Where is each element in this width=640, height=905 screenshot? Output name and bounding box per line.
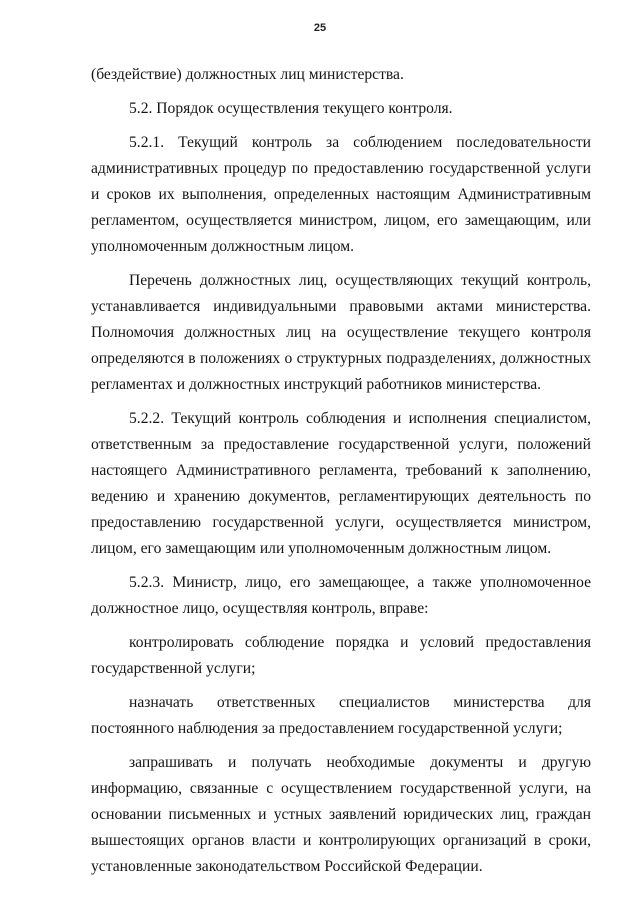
paragraph-officials-list: Перечень должностных лиц, осуществляющих текущий контроль, устанавливается индивидуальными правовыми актами министерства. Полномочия должностных лиц на осуществление текущего контроля определяются в положениях о структурных подразделениях, должностных регламентах и должностных инструкций работников министерства. — [91, 272, 591, 393]
paragraph-right-appoint: назначать ответственных специалистов министерства для постоянного наблюдения за предоставлением государственной услуги; — [91, 694, 591, 737]
paragraph-right-control: контролировать соблюдение порядка и условий предоставления государственной услуги; — [91, 634, 591, 677]
paragraph-section-5-2-1: 5.2.1. Текущий контроль за соблюдением последовательности административных процедур по предоставлению государственной услуги и сроков их выполнения, определенных настоящим Административным регламентом, осуществляется министром, лицом, его замещающим, или уполномоченным должностным лицом. — [91, 134, 591, 255]
paragraph-right-request: запрашивать и получать необходимые документы и другую информацию, связанные с осуществлением государственной услуги, на основании письменных и устных заявлений юридических лиц, граждан вышестоящих органов власти и контролирующих организаций в сроки, установленные законодательством Российской Федерации. — [91, 754, 591, 875]
paragraph-section-5-2-3: 5.2.3. Министр, лицо, его замещающее, а также уполномоченное должностное лицо, осуществляя контроль, вправе: — [91, 574, 591, 617]
paragraph-continuation: (бездействие) должностных лиц министерства. — [91, 66, 404, 83]
page-number: 25 — [313, 22, 327, 34]
paragraph-section-5-2: 5.2. Порядок осуществления текущего контроля. — [129, 100, 453, 117]
document-body — [91, 62, 591, 888]
paragraph-section-5-2-2: 5.2.2. Текущий контроль соблюдения и исполнения специалистом, ответственным за предоставление государственной услуги, положений настоящего Административного регламента, требований к заполнению, ведению и хранению документов, регламентирующих деятельность по предоставлению государственной услуги, осуществляется министром, лицом, его замещающим или уполномоченным должностным лицом. — [91, 410, 591, 557]
